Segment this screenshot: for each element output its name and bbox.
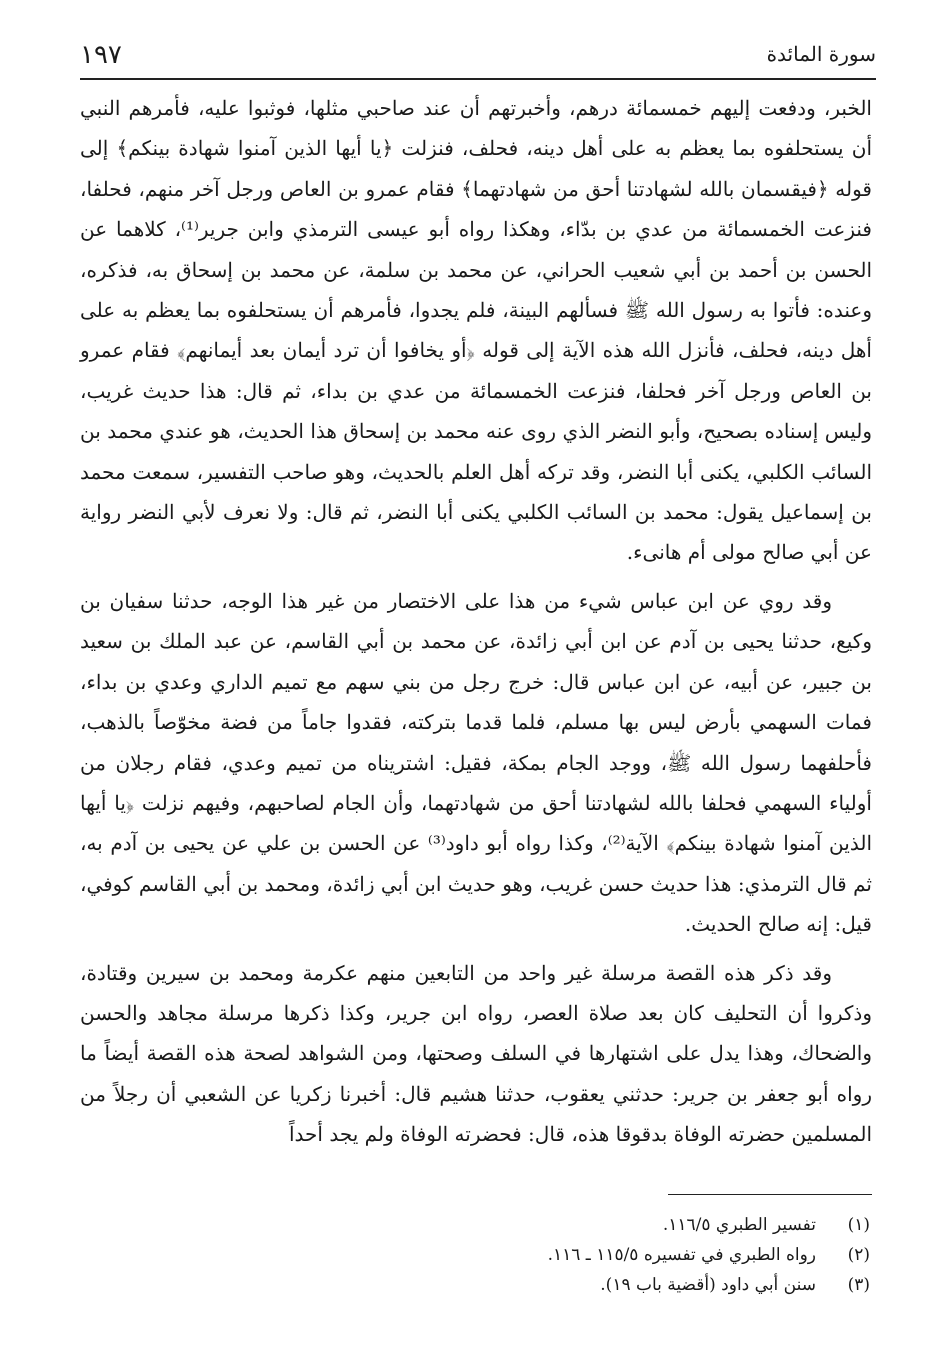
footnote-number: (٢): [847, 1245, 870, 1265]
header-divider: [80, 78, 876, 80]
footnote-text: سنن أبي داود (أقضية باب ١٩).: [600, 1275, 816, 1295]
main-text: [80, 88, 872, 1155]
footnote-text: تفسير الطبري ١١٦/٥.: [662, 1215, 816, 1235]
surah-title: سورة المائدة: [766, 42, 876, 66]
footnote-divider: [668, 1194, 872, 1195]
paragraph-2: وقد روي عن ابن عباس شيء من هذا على الاختصار من غير هذا الوجه، حدثنا سفيان بن وكيع، حدثنا يحيى بن آدم عن ابن أبي زائدة، عن محمد بن أبي القاسم، عن عبد الملك بن سعيد بن جبير، عن أبيه، عن ابن عباس قال: خرج رجل من بني سهم مع تميم الداري وعدي بن بداء، فمات السهمي بأرض ليس بها مسلم، فلما قدما بتركته، فقدوا جاماً من فضة مخوّصاً بالذهب، فأحلفهما رسول الله ﷺ، ووجد الجام بمكة، فقيل: اشتريناه من تميم وعدي، فقام رجلان من أولياء السهمي فحلفا بالله لشهادتنا أحق من شهادتهما، وأن الجام لصاحبهم، وفيهم نزلت ﴿يا أيها الذين آمنوا شهادة بينكم﴾ الآية⁽²⁾، وكذا رواه أبو داود⁽³⁾ عن الحسن بن علي عن يحيى بن آدم به، ثم قال الترمذي: هذا حديث حسن غريب، وهو حديث ابن أبي زائدة، ومحمد بن أبي القاسم كوفي، قيل: إنه صالح الحديث.: [80, 588, 873, 937]
footnote-number: (٣): [847, 1275, 870, 1295]
footnotes: [310, 1210, 870, 1300]
footnote-text: رواه الطبري في تفسيره ١١٥/٥ ـ ١١٦.: [547, 1245, 816, 1265]
footnote-1: [310, 1210, 870, 1240]
footnote-number: (١): [847, 1215, 870, 1235]
footnote-3: [310, 1270, 870, 1300]
paragraph-1: الخبر، ودفعت إليهم خمسمائة درهم، وأخبرتهم أن عند صاحبي مثلها، فوثبوا عليه، فأمرهم النبي أن يستحلفوه بما يعظم به على أهل دينه، فحلف، فنزلت ﴿يا أيها الذين آمنوا شهادة بينكم﴾ إلى قوله ﴿فيقسمان بالله لشهادتنا أحق من شهادتهما﴾ فقام عمرو بن العاص ورجل آخر منهم، فحلفا، فنزعت الخمسمائة من عدي بن بدّاء، وهكذا رواه أبو عيسى الترمذي وابن جرير⁽¹⁾، كلاهما عن الحسن بن أحمد بن أبي شعيب الحراني، عن محمد بن سلمة، عن محمد بن إسحاق به، فذكره، وعنده: فأتوا به رسول الله ﷺ فسألهم البينة، فلم يجدوا، فأمرهم أن يستحلفوه بما يعظم به على أهل دينه، فحلف، فأنزل الله هذه الآية إلى قوله ﴿أو يخافوا أن ترد أيمان بعد أيمانهم﴾ فقام عمرو بن العاص ورجل آخر فحلفا، فنزعت الخمسمائة من عدي بن بداء، ثم قال: هذا حديث غريب، وليس إسناده بصحيح، وأبو النضر الذي روى عنه محمد بن إسحاق هذا الحديث، هو عندي محمد بن السائب الكلبي، يكنى أبا النضر، وقد تركه أهل العلم بالحديث، وهو صاحب التفسير، سمعت محمد بن إسماعيل يقول: محمد بن السائب الكلبي يكنى أبا النضر، ثم قال: ولا نعرف لأبي النضر رواية عن أبي صالح مولى أم هانىء.: [80, 96, 872, 565]
paragraph-3: وقد ذكر هذه القصة مرسلة غير واحد من التابعين منهم عكرمة ومحمد بن سيرين وقتادة، وذكروا أن التحليف كان بعد صلاة العصر، رواه ابن جرير، وكذا ذكرها مرسلة مجاهد والحسن والضحاك، وهذا يدل على اشتهارها في السلف وصحتها، ومن الشواهد لصحة هذه القصة أيضاً ما رواه أبو جعفر بن جرير: حدثني يعقوب، حدثنا هشيم قال: أخبرنا زكريا عن الشعبي أن رجلاً من المسلمين حضرته الوفاة بدقوقا هذه، قال: فحضرته الوفاة ولم يجد أحداً: [80, 960, 872, 1147]
page-number: ١٩٧: [80, 40, 122, 70]
footnote-2: [310, 1240, 870, 1270]
running-header: [80, 40, 876, 74]
